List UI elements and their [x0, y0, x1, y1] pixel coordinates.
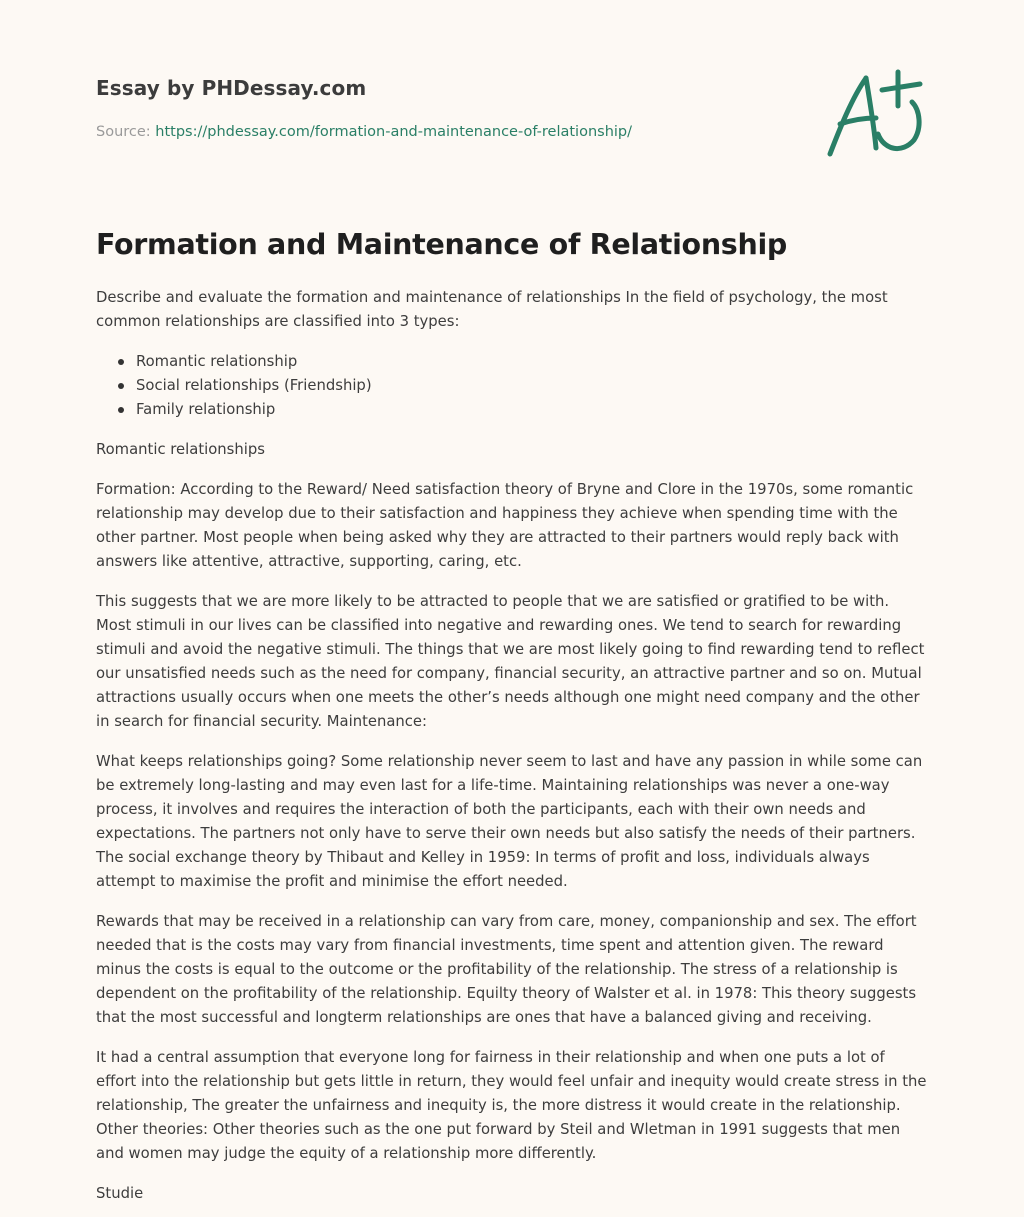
source-label: Source: — [96, 124, 156, 140]
intro-paragraph: Describe and evaluate the formation and maintenance of relationships In the field of psychology, the most common relationships are classified into 3 types: — [96, 289, 888, 330]
body-paragraph: It had a central assumption that everyone long for fairness in their relationship and when one puts a lot of effort into the relationship but gets little in return, they would feel unfair and inequity would create stress in the relationship, The greater the unfairness and inequity is, the more distress it would create in the relationship. Other theories: Other theories such as the one put forward by Steil and Wletman in 1991 suggests that men and women may judge the equity of a relationship more differently. — [96, 1049, 927, 1162]
site-title: Essay by PHDessay.com — [96, 76, 367, 100]
list-item: Social relationships (Friendship) — [116, 374, 928, 398]
body-paragraph: Rewards that may be received in a relationship can vary from care, money, companionship and sex. The effort needed that is the costs may vary from financial investments, time spent and attention given. The reward minus the costs is equal to the outcome or the profitability of the relationship. The stress of a relationship is dependent on the profitability of the relationship. Equilty theory of Walster et al. in 1978: This theory suggests that the most successful and longterm relationships are ones that have a balanced giving and receiving. — [96, 913, 917, 1026]
body-paragraph: Studie — [96, 1185, 144, 1202]
body-paragraph: Formation: According to the Reward/ Need satisfaction theory of Bryne and Clore in the 1970s, some romantic relationship may develop due to their satisfaction and happiness they achieve when spending time with the other partner. Most people when being asked why they are attracted to their partners would reply back with answers like attentive, attractive, supporting, caring, etc. — [96, 481, 914, 570]
section-heading-paragraph: Romantic relationships — [96, 441, 265, 458]
source-link[interactable]: https://phdessay.com/formation-and-maintenance-of-relationship/ — [155, 124, 632, 140]
page-header — [96, 76, 928, 176]
list-item: Romantic relationship — [116, 350, 928, 374]
a-plus-logo-icon — [826, 68, 926, 160]
list-item: Family relationship — [116, 398, 928, 422]
essay-article — [96, 226, 928, 1217]
body-paragraph: What keeps relationships going? Some relationship never seem to last and have any passion in while some can be extremely long-lasting and may even last for a life-time. Maintaining relationships was never a one-way process, it involves and requires the interaction of both the participants, each with their own needs and expectations. The partners not only have to serve their own needs but also satisfy the needs of their partners. The social exchange theory by Thibaut and Kelley in 1959: In terms of profit and loss, individuals always attempt to maximise the profit and minimise the effort needed. — [96, 753, 923, 890]
source-line — [96, 124, 632, 140]
relationship-types-list — [116, 350, 928, 422]
a-plus-grade-logo — [826, 68, 926, 160]
page-title: Formation and Maintenance of Relationship — [96, 228, 788, 261]
body-paragraph: This suggests that we are more likely to be attracted to people that we are satisfied or gratified to be with. Most stimuli in our lives can be classified into negative and rewarding ones. We tend to search for rewarding stimuli and avoid the negative stimuli. The things that we are most likely going to find rewarding tend to reflect our unsatisfied needs such as the need for company, financial security, an attractive partner and so on. Mutual attractions usually occurs when one meets the other’s needs although one might need company and the other in search for financial security. Maintenance: — [96, 593, 925, 730]
